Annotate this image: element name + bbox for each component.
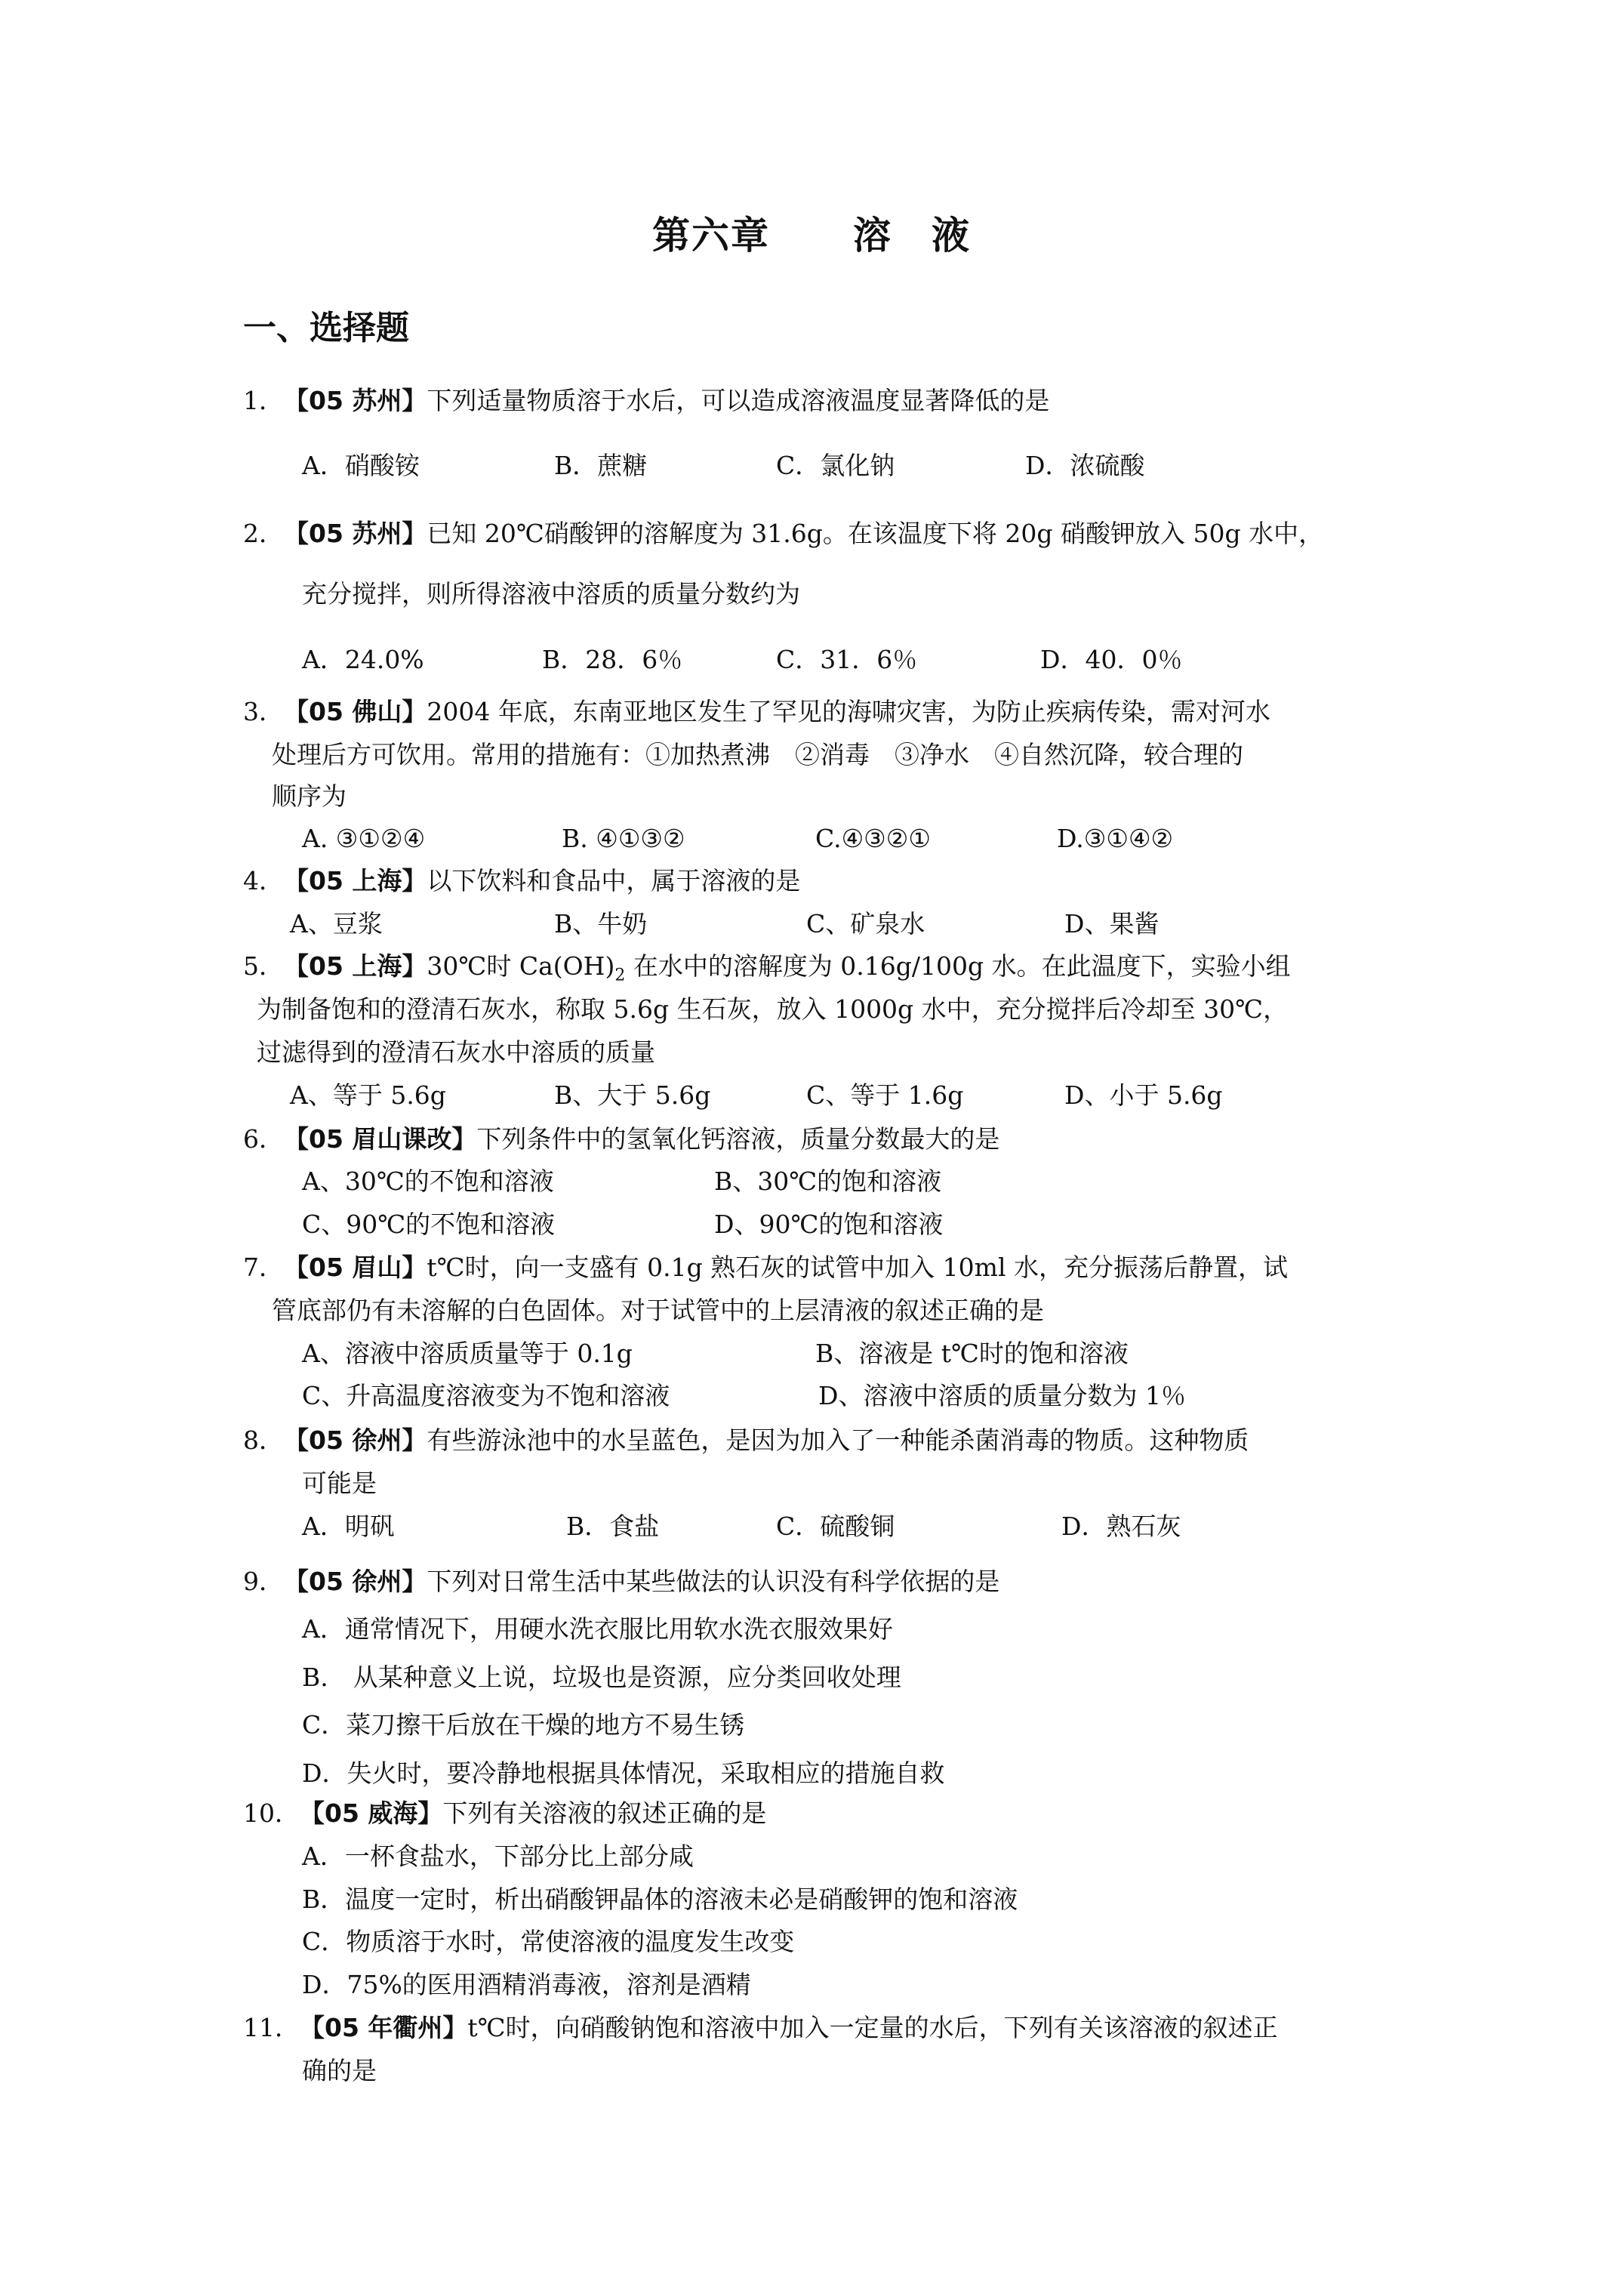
question-text: 下列条件中的氢氧化钙溶液，质量分数最大的是 (476, 1124, 1000, 1154)
option-d: D、溶液中溶质的质量分数为 1％ (818, 1381, 1186, 1410)
question-11 (243, 2007, 1278, 2049)
question-text: 以下饮料和食品中，属于溶液的是 (427, 866, 801, 895)
option-b: B．食盐 (566, 1512, 660, 1541)
question-3-line-3: 顺序为 (272, 781, 346, 811)
question-11-line-2: 确的是 (302, 2056, 377, 2085)
question-source: 【05 苏州】 (284, 519, 427, 548)
option-c: C.④③②① (815, 824, 931, 853)
option-a: A、豆浆 (290, 909, 383, 938)
question-source: 【05 苏州】 (284, 386, 427, 415)
option-d: D、小于 5.6g (1064, 1080, 1223, 1110)
chapter-number: 第六章 (652, 214, 770, 257)
question-2-line-2: 充分搅拌，则所得溶液中溶质的质量分数约为 (302, 579, 800, 609)
question-text: t℃时，向一支盛有 0.1g 熟石灰的试管中加入 10ml 水，充分振荡后静置，试 (427, 1253, 1289, 1282)
question-source: 【05 上海】 (284, 951, 427, 981)
question-2 (243, 513, 1323, 555)
option-c: C、等于 1.6g (806, 1080, 964, 1110)
option-a: A．24.0% (302, 645, 424, 674)
chapter-name: 溶 液 (853, 214, 971, 257)
question-text: 30℃时 Ca(OH) (427, 951, 615, 981)
question-10 (243, 1792, 766, 1835)
option-a: A、30℃的不饱和溶液 (302, 1166, 554, 1196)
option-b: B．温度一定时，析出硝酸钾晶体的溶液未必是硝酸钾的饱和溶液 (302, 1885, 1018, 1914)
question-source: 【05 徐州】 (284, 1567, 427, 1596)
option-b: B. 从某种意义上说，垃圾也是资源，应分类回收处理 (302, 1663, 901, 1692)
option-d: D．浓硫酸 (1025, 451, 1145, 480)
question-8 (243, 1419, 1249, 1462)
option-c: C．氯化钠 (776, 451, 895, 480)
question-number: 10． (243, 1798, 300, 1828)
question-source: 【05 眉山】 (284, 1253, 427, 1282)
option-b: B、牛奶 (554, 909, 648, 938)
option-a: A、等于 5.6g (290, 1080, 446, 1110)
option-c: C．硫酸铜 (776, 1512, 895, 1541)
option-a: A、溶液中溶质质量等于 0.1g (302, 1339, 633, 1368)
question-number: 1． (243, 386, 284, 415)
option-d: D、果酱 (1064, 909, 1160, 938)
question-text: t℃时，向硝酸钠饱和溶液中加入一定量的水后，下列有关该溶液的叙述正 (467, 2013, 1278, 2042)
option-c: C．菜刀擦干后放在干燥的地方不易生锈 (302, 1710, 745, 1740)
option-b: B．28．6％ (542, 645, 683, 674)
question-number: 8． (243, 1425, 284, 1455)
question-7 (243, 1247, 1288, 1289)
option-d: D．40．0％ (1040, 645, 1183, 674)
option-b: B、溶液是 t℃时的饱和溶液 (815, 1339, 1129, 1368)
question-text: 下列有关溶液的叙述正确的是 (442, 1798, 767, 1828)
option-c: C、矿泉水 (806, 909, 925, 938)
option-b: B．蔗糖 (554, 451, 648, 480)
question-5 (243, 945, 1291, 988)
option-a: A．一杯食盐水，下部分比上部分咸 (302, 1841, 694, 1871)
question-number: 2． (243, 519, 284, 548)
question-source: 【05 威海】 (300, 1798, 443, 1828)
question-text: 下列适量物质溶于水后，可以造成溶液温度显著降低的是 (427, 386, 1050, 415)
option-a: A．明矾 (302, 1512, 395, 1541)
question-6 (243, 1118, 999, 1160)
option-a: A. ③①②④ (302, 824, 426, 853)
option-d: D．失火时，要冷静地根据具体情况，采取相应的措施自救 (302, 1758, 945, 1788)
option-c: C．物质溶于水时，常使溶液的温度发生改变 (302, 1927, 795, 1956)
question-number: 4． (243, 866, 284, 895)
section-heading: 一、选择题 (243, 309, 409, 347)
question-number: 6． (243, 1124, 284, 1154)
question-text: 已知 20℃硝酸钾的溶解度为 31.6g。在该温度下将 20g 硝酸钾放入 50g 水中， (427, 519, 1324, 548)
subscript: 2 (614, 966, 626, 985)
option-d: D.③①④② (1057, 824, 1174, 853)
question-3-line-2: 处理后方可饮用。常用的措施有：①加热煮沸 ②消毒 ③净水 ④自然沉降，较合理的 (272, 740, 1243, 769)
page-title (0, 205, 1623, 260)
option-d: D．熟石灰 (1061, 1512, 1181, 1541)
question-source: 【05 佛山】 (284, 697, 427, 726)
question-number: 9． (243, 1567, 284, 1596)
question-number: 7． (243, 1253, 284, 1282)
question-text: 下列对日常生活中某些做法的认识没有科学依据的是 (427, 1567, 1000, 1596)
option-d: D、90℃的饱和溶液 (714, 1210, 944, 1239)
question-text: 有些游泳池中的水呈蓝色，是因为加入了一种能杀菌消毒的物质。这种物质 (427, 1425, 1249, 1455)
question-5-line-3: 过滤得到的澄清石灰水中溶质的质量 (257, 1037, 655, 1067)
question-7-line-2: 管底部仍有未溶解的白色固体。对于试管中的上层清液的叙述正确的是 (272, 1296, 1044, 1325)
question-source: 【05 徐州】 (284, 1425, 427, 1455)
option-b: B、30℃的饱和溶液 (714, 1166, 942, 1196)
question-4 (243, 860, 800, 902)
question-8-line-2: 可能是 (302, 1469, 377, 1498)
option-c: C、90℃的不饱和溶液 (302, 1210, 556, 1239)
option-a: A．通常情况下，用硬水洗衣服比用软水洗衣服效果好 (302, 1614, 893, 1644)
question-9 (243, 1561, 999, 1603)
question-text: 2004 年底，东南亚地区发生了罕见的海啸灾害，为防止疾病传染，需对河水 (427, 697, 1270, 726)
question-5-line-2: 为制备饱和的澄清石灰水，称取 5.6g 生石灰，放入 1000g 水中，充分搅拌后冷却至 30℃， (257, 994, 1289, 1024)
question-source: 【05 眉山课改】 (284, 1124, 477, 1154)
option-a: A．硝酸铵 (302, 451, 420, 480)
option-c: C．31．6％ (776, 645, 918, 674)
question-number: 3． (243, 697, 284, 726)
option-c: C、升高温度溶液变为不饱和溶液 (302, 1381, 670, 1410)
option-b: B、大于 5.6g (554, 1080, 711, 1110)
option-b: B. ④①③② (562, 824, 685, 853)
question-number: 11． (243, 2013, 300, 2042)
question-3 (243, 691, 1270, 733)
question-number: 5． (243, 951, 284, 981)
question-text-continued: 在水中的溶解度为 0.16g/100g 水。在此温度下，实验小组 (625, 951, 1291, 981)
option-d: D．75%的医用酒精消毒液，溶剂是酒精 (302, 1970, 751, 1999)
question-1 (243, 380, 1049, 422)
question-source: 【05 上海】 (284, 866, 427, 895)
question-source: 【05 年衢州】 (300, 2013, 468, 2042)
